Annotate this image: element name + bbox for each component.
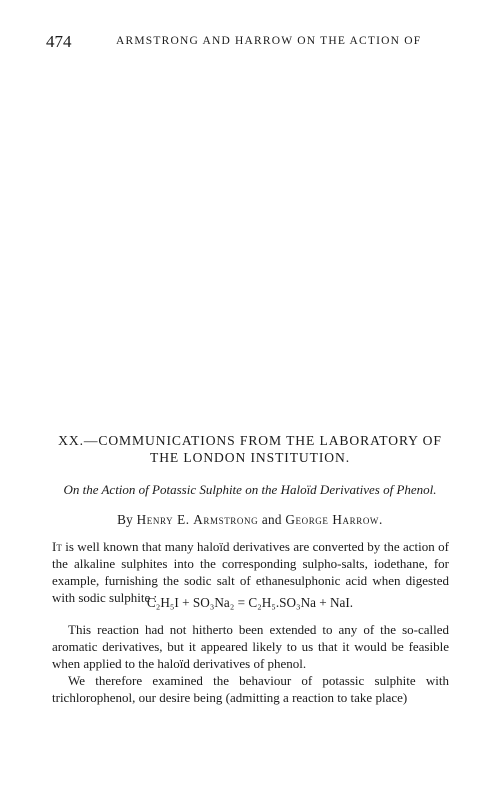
article-title-line-2: THE LONDON INSTITUTION. xyxy=(149,450,351,465)
byline xyxy=(30,512,470,528)
running-title: ARMSTRONG AND HARROW ON THE ACTION OF xyxy=(116,35,422,47)
paragraph-3-text: We therefore examined the behaviour of potassic sulphite with trichlorophenol, our desire being (admitting a reaction to take place) xyxy=(52,673,449,705)
byline-and: and xyxy=(261,512,282,527)
paragraph-1-lead: It xyxy=(52,539,62,554)
chemical-equation: C₂H₅I + SO₃Na₂ = C₂H₅.SO₃Na + NaI. xyxy=(146,595,354,610)
article-title-line-1: XX.—COMMUNICATIONS FROM THE LABORATORY OF xyxy=(58,433,442,448)
author-2: George Harrow. xyxy=(285,512,383,527)
author-1-first: Henry E. xyxy=(136,512,190,527)
paragraph-1-text: is well known that many haloïd derivatives are converted by the action of the alkaline sulphites into the corresponding sulpho-salts, iodethane, for example, furnishing the sodic salt of ethanesulphonic acid when digested with sodic sulphite : xyxy=(52,539,449,605)
article-subtitle: On the Action of Potassic Sulphite on the Haloïd Derivatives of Phenol. xyxy=(63,482,437,497)
paragraph-3 xyxy=(52,672,449,706)
byline-prefix: By xyxy=(117,512,134,527)
article-title xyxy=(40,432,460,466)
paragraph-2 xyxy=(52,621,449,672)
paragraph-2-text: This reaction had not hitherto been extended to any of the so-called aromatic derivatives, but it appeared likely to us that it would be feasible when applied to the haloïd derivatives of phenol. xyxy=(52,622,449,671)
page-number: 474 xyxy=(46,32,72,51)
running-header xyxy=(46,32,466,52)
author-1-last: Armstrong xyxy=(193,512,259,527)
